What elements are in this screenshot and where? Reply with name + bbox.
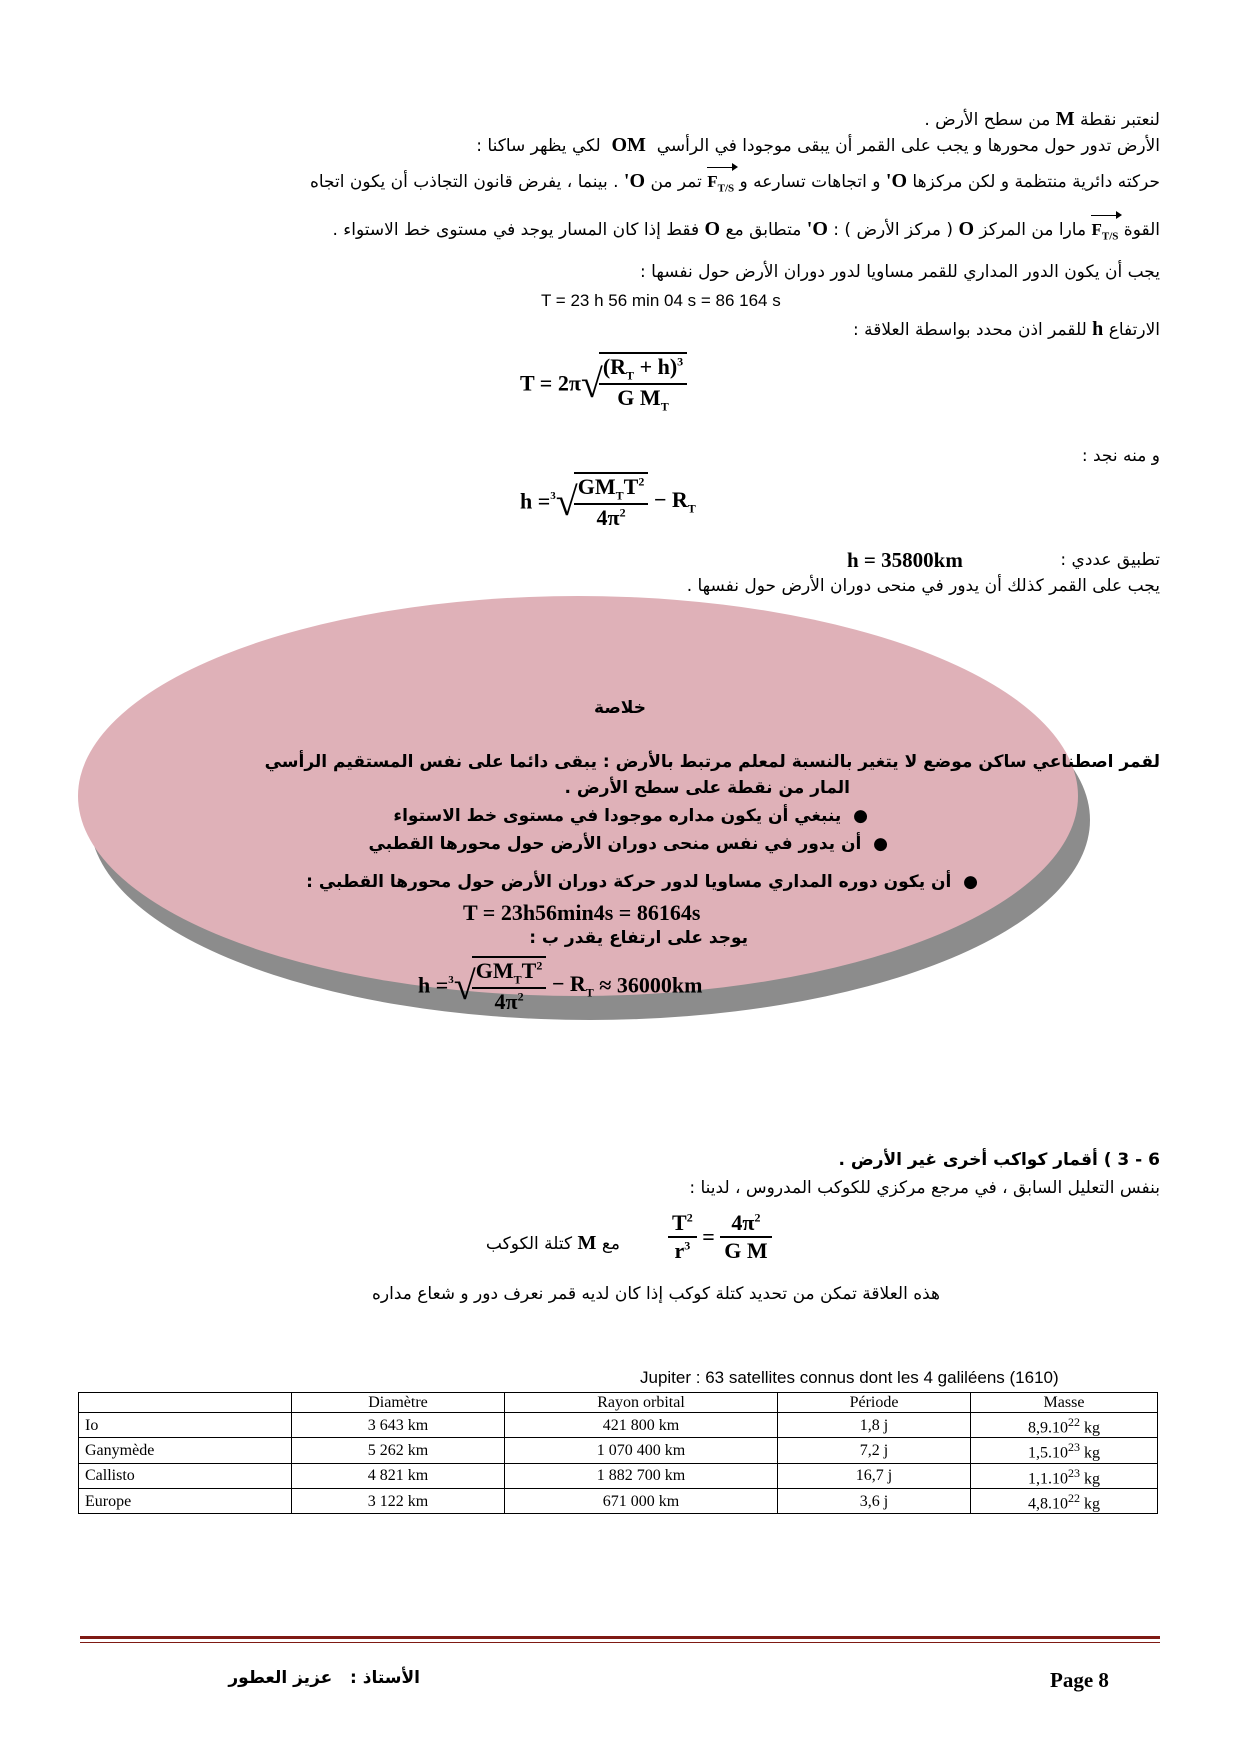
moon-orbit-radius: 1 882 700 km xyxy=(505,1463,778,1488)
moon-name: Ganymède xyxy=(79,1438,292,1463)
table-row xyxy=(79,1413,1158,1438)
intro-line-5: يجب أن يكون الدور المداري للقمر مساويا لدور دوران الأرض حول نفسها : xyxy=(640,262,1160,282)
text: لنعتبر نقطة xyxy=(1080,110,1160,130)
text: الأرض تدور حول محورها و يجب على القمر أن يبقى موجودا في الرأسي xyxy=(656,136,1160,156)
bullet-icon: ● xyxy=(841,806,868,826)
text: كتلة الكوكب xyxy=(485,1234,573,1254)
text: القوة xyxy=(1123,220,1160,240)
moon-period: 7,2 j xyxy=(778,1438,971,1463)
moon-diameter: 3 643 km xyxy=(292,1413,505,1438)
numeric-altitude: h = 35800km xyxy=(847,548,963,572)
formula-period: T = 2π√ $\frac{(R_T + h)^3}{G M_T}$ xyxy=(520,352,687,415)
symbol-O-prime: O' xyxy=(885,170,908,192)
table-row xyxy=(79,1488,1158,1513)
summary-bullet-2: ● أن يدور في نفس منحى دوران الأرض حول محورها القطبي xyxy=(368,834,888,854)
intro-line-9: يجب على القمر كذلك أن يدور في منحى دوران الأرض حول نفسها . xyxy=(686,576,1160,596)
moon-name: Europe xyxy=(79,1488,292,1513)
symbol-O: O xyxy=(704,218,721,240)
text: حركته دائرية منتظمة و لكن مركزها xyxy=(912,172,1160,192)
section-line-1: بنفس التعليل السابق ، في مرجع مركزي للكوكب المدروس ، لدينا : xyxy=(689,1178,1160,1198)
section-line-2: هذه العلاقة تمكن من تحديد كتلة كوكب إذا كان لديه قمر نعرف دور و شعاع مداره xyxy=(371,1284,940,1304)
text: من سطح الأرض . xyxy=(924,110,1051,130)
author-label: الأستاذ : xyxy=(350,1668,420,1688)
text: ( مركز الأرض ) : xyxy=(833,220,954,240)
text: لكي يظهر ساكنا : xyxy=(476,136,601,156)
moon-orbit-radius: 671 000 km xyxy=(505,1488,778,1513)
moon-mass: 1,1.10$^{23}$ kg xyxy=(971,1463,1158,1488)
table-row xyxy=(79,1463,1158,1488)
text: مارا من المركز xyxy=(979,220,1087,240)
intro-line-8 xyxy=(1060,550,1160,570)
summary-title: خلاصة xyxy=(594,698,646,718)
moon-mass: 4,8.10$^{22}$ kg xyxy=(971,1488,1158,1513)
header-cell: Période xyxy=(778,1393,971,1413)
summary-line-2: المار من نقطة على سطح الأرض . xyxy=(564,778,850,798)
moon-period: 16,7 j xyxy=(778,1463,971,1488)
intro-line-6 xyxy=(853,318,1160,341)
force-vector-F-TS: $F_{T/S}$ xyxy=(1091,220,1119,243)
symbol-O-prime: O' xyxy=(806,218,828,240)
symbol-O-prime: O' xyxy=(623,170,646,192)
bullet-icon: ● xyxy=(861,834,888,854)
text: للقمر اذن محدد بواسطة العلاقة : xyxy=(853,320,1087,340)
intro-line-3 xyxy=(310,170,1160,194)
header-cell xyxy=(79,1393,292,1413)
moon-mass: 1,5.10$^{23}$ kg xyxy=(971,1438,1158,1463)
symbol-OM: OM xyxy=(611,134,646,156)
bullet-icon: ● xyxy=(951,872,978,892)
text: و اتجاهات تسارعه و xyxy=(739,172,881,192)
table-header-row xyxy=(79,1393,1158,1413)
moon-diameter: 5 262 km xyxy=(292,1438,505,1463)
moon-name: Io xyxy=(79,1413,292,1438)
table-row xyxy=(79,1438,1158,1463)
section-with-mass xyxy=(486,1232,620,1255)
summary-formula: h =$^3$√ $\frac{GM_TT^2}{4\pi^2}$ − $R_T \approx 36000km$ xyxy=(418,958,703,1015)
moon-name: Callisto xyxy=(79,1463,292,1488)
jupiter-table xyxy=(78,1392,1158,1514)
moon-mass: 8,9.10$^{22}$ kg xyxy=(971,1413,1158,1438)
moon-diameter: 3 122 km xyxy=(292,1488,505,1513)
header-cell: Diamètre xyxy=(292,1393,505,1413)
text: الارتفاع xyxy=(1108,320,1160,340)
text: تطبيق عددي : xyxy=(1060,550,1160,570)
footer-rule xyxy=(80,1636,1160,1639)
header-cell: Rayon orbital xyxy=(505,1393,778,1413)
summary-period: T = 23h56min4s = 86164s xyxy=(463,900,701,925)
jupiter-caption: Jupiter : 63 satellites connus dont les 4 galiléens (1610) xyxy=(640,1368,1059,1387)
moon-orbit-radius: 1 070 400 km xyxy=(505,1438,778,1463)
summary-line-1: لقمر اصطناعي ساكن موضع لا يتغير بالنسبة لمعلم مرتبط بالأرض : يبقى دائما على نفس المستقيم الرأسي xyxy=(264,752,1160,772)
text: تمر من xyxy=(650,172,702,192)
period-value: T = 23 h 56 min 04 s = 86 164 s xyxy=(541,291,781,310)
intro-line-1 xyxy=(924,108,1160,131)
intro-line-4 xyxy=(333,218,1161,242)
symbol-M: M xyxy=(1055,108,1075,130)
formula-altitude: h =$^3$√ $\frac{GM_TT^2}{4\pi^2}$ − $R_T$ xyxy=(520,474,696,531)
text: متطابق مع xyxy=(725,220,802,240)
moon-orbit-radius: 421 800 km xyxy=(505,1413,778,1438)
symbol-M: M xyxy=(577,1232,597,1254)
text: فقط إذا كان المسار يوجد في مستوى خط الاستواء . xyxy=(332,220,700,240)
text: مع xyxy=(601,1234,620,1254)
symbol-O: O xyxy=(958,218,974,240)
section-heading: 6 - 3 ) أقمار كواكب أخرى غير الأرض . xyxy=(838,1150,1160,1170)
page-number: Page 8 xyxy=(1050,1668,1109,1692)
summary-bullet-1: ● ينبغي أن يكون مداره موجودا في مستوى خط الاستواء xyxy=(393,806,868,826)
moon-diameter: 4 821 km xyxy=(292,1463,505,1488)
intro-line-7: و منه نجد : xyxy=(1081,446,1160,466)
moon-period: 1,8 j xyxy=(778,1413,971,1438)
footer-rule-thin xyxy=(80,1642,1160,1643)
header-cell: Masse xyxy=(971,1393,1158,1413)
formula-kepler: $\frac{T^2}{r^3}$ = $\frac{4\pi^2}{\text{G M}}$ xyxy=(668,1210,772,1264)
symbol-h: h xyxy=(1092,318,1104,340)
intro-line-2 xyxy=(476,134,1160,157)
author-name: عزيز العطور xyxy=(228,1668,333,1688)
force-vector-F-TS: $F_{T/S}$ xyxy=(707,172,735,195)
summary-bullet-3: ● أن يكون دوره المداري مساويا لدور حركة دوران الأرض حول محورها القطبي : xyxy=(306,872,978,892)
footer-author xyxy=(228,1668,420,1688)
summary-line-alt: يوجد على ارتفاع يقدر ب : xyxy=(529,928,748,948)
text: . بينما ، يفرض قانون التجاذب أن يكون اتجاه xyxy=(309,172,619,192)
moon-period: 3,6 j xyxy=(778,1488,971,1513)
approx-value: ≈ 36000km xyxy=(599,972,703,998)
